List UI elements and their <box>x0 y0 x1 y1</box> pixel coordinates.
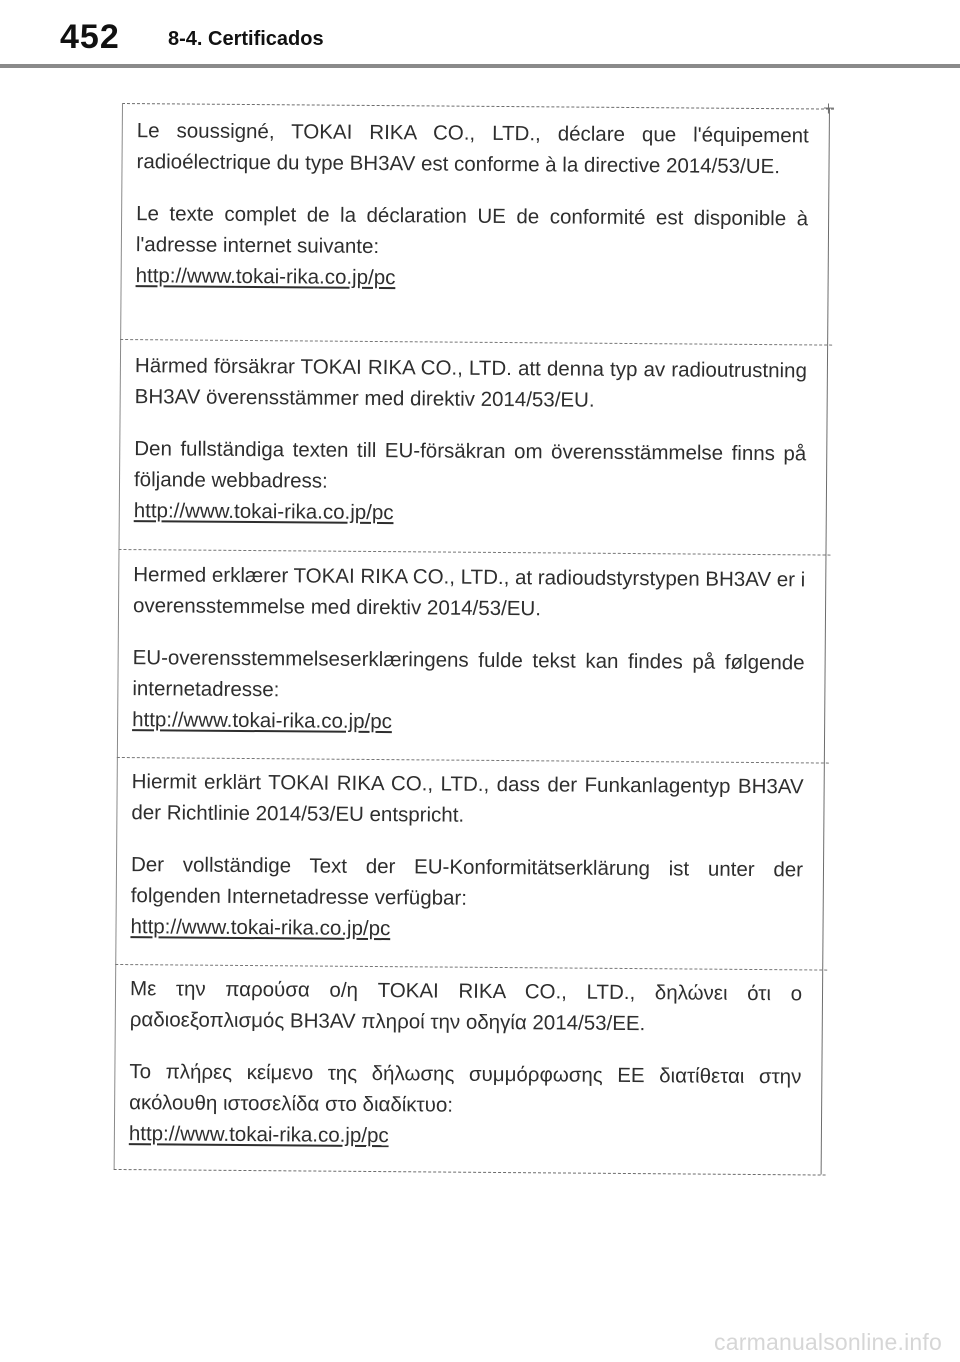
watermark: carmanualsonline.info <box>714 1329 942 1355</box>
declaration-block-danish <box>132 559 805 740</box>
declaration-url-link[interactable]: http://www.tokai-rika.co.jp/pc <box>130 915 391 941</box>
declaration-text: Härmed försäkrar TOKAI RIKA CO., LTD. att denna typ av radioutrustning BH3AV överensstämmer med direktiv 2014/53/EU. <box>134 354 808 412</box>
declaration-block-french <box>136 115 809 296</box>
page-number: 452 <box>60 18 120 56</box>
declaration-text: Hiermit erklärt TOKAI RIKA CO., LTD., dass der Funkanlagentyp BH3AV der Richtlinie 2014/53/EU entspricht. <box>131 770 804 827</box>
declaration-text: Le soussigné, TOKAI RIKA CO., LTD., déclare que l'équipement radioélectrique du type BH3AV est conforme à la directive 2014/53/UE. <box>136 119 809 179</box>
block-divider <box>118 549 830 556</box>
declaration-block-german <box>130 766 803 947</box>
frame-left-border <box>114 103 123 1169</box>
availability-text: Le texte complet de la déclaration UE de conformité est disponible à l'adresse internet suivante: <box>135 202 809 259</box>
block-divider <box>120 339 832 346</box>
declaration-text: Με την παρούσα ο/η TOKAI RIKA CO., LTD., δηλώνει ότι ο ραδιοεξοπλισμός BH3AV πληροί την οδηγία 2014/53/ΕΕ. <box>129 977 803 1036</box>
block-divider <box>117 757 829 764</box>
section-title: 8-4. Certificados <box>168 28 324 50</box>
availability-text: EU-overensstemmelseserklæringens fulde tekst kan findes på følgende internetadresse: <box>132 646 805 702</box>
declaration-text: Hermed erklærer TOKAI RIKA CO., LTD., at radioudstyrstypen BH3AV er i overensstemmelse med direktiv 2014/53/EU. <box>132 563 806 621</box>
declaration-block-swedish <box>134 350 807 531</box>
availability-text: Der vollständige Text der EU-Konformitätserklärung ist unter der folgenden Internetadresse verfügbar: <box>130 853 804 910</box>
frame-right-border <box>821 109 830 1175</box>
declaration-url-link[interactable]: http://www.tokai-rika.co.jp/pc <box>133 499 394 525</box>
declaration-url-link[interactable]: http://www.tokai-rika.co.jp/pc <box>132 708 393 734</box>
frame-top-border <box>122 103 834 110</box>
declaration-url-link[interactable]: http://www.tokai-rika.co.jp/pc <box>135 264 396 290</box>
certificate-scan <box>114 103 834 1175</box>
declaration-block-greek <box>129 973 802 1154</box>
declaration-url-link[interactable]: http://www.tokai-rika.co.jp/pc <box>128 1122 389 1148</box>
corner-crop-mark-icon <box>824 104 834 114</box>
availability-text: Den fullständiga texten till EU-försäkran om överensstämmelse finns på följande webbadress: <box>133 437 807 493</box>
block-divider <box>115 964 827 971</box>
frame-bottom-border <box>114 1169 826 1176</box>
availability-text: Το πλήρες κείμενο της δήλωσης συμμόρφωσης ΕΕ διατίθεται στην ακόλουθη ιστοσελίδα στο διαδίκτυο: <box>129 1060 802 1117</box>
page-header <box>0 0 960 68</box>
